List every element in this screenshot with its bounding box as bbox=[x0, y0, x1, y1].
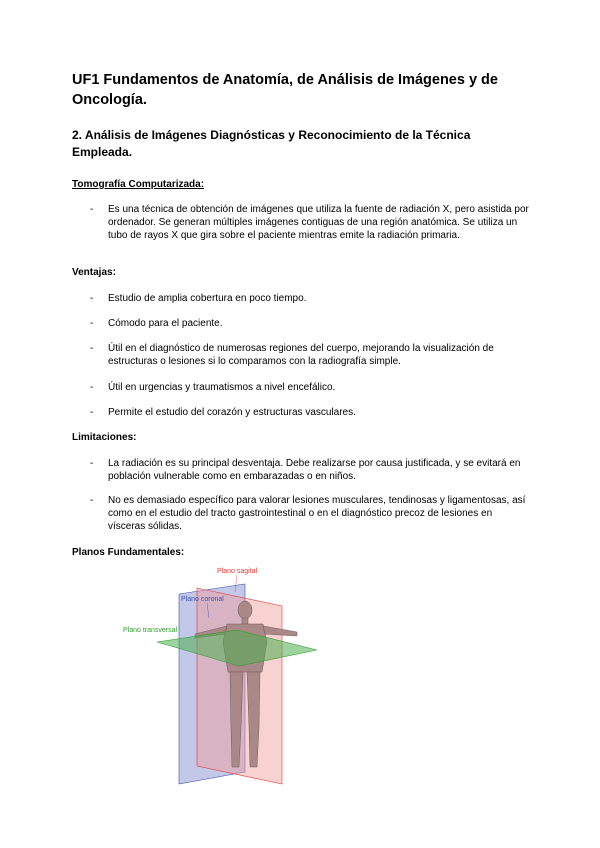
label-sagital: Plano sagital bbox=[217, 568, 258, 575]
label-coronal: Plano coronal bbox=[181, 596, 224, 603]
bullet-dash: - bbox=[90, 318, 94, 329]
heading-planos: Planos Fundamentales: bbox=[72, 547, 185, 558]
section-subtitle: 2. Análisis de Imágenes Diagnósticas y Reconocimiento de la Técnica Empleada. bbox=[72, 128, 471, 159]
heading-limitaciones: Limitaciones: bbox=[72, 432, 137, 443]
heading-tomografia: Tomografía Computarizada: bbox=[72, 179, 205, 190]
bullet-dash: - bbox=[90, 204, 94, 215]
list-item-text: Es una técnica de obtención de imágenes que utiliza la fuente de radiación X, pero asistida por ordenador. Se generan múltiples imágenes contiguas de una región anatómica. Se utiliza un tubo de rayos X que gira sobre el paciente mientras emite la radiación primaria. bbox=[108, 204, 529, 241]
list-item-text: Útil en el diagnóstico de numerosas regiones del cuerpo, mejorando la visualización de estructuras o lesiones si lo comparamos con la radiografía simple. bbox=[108, 343, 494, 367]
list-item-text: Cómodo para el paciente. bbox=[108, 318, 223, 329]
heading-ventajas: Ventajas: bbox=[72, 267, 116, 278]
list-item-text: Estudio de amplia cobertura en poco tiempo. bbox=[108, 293, 307, 304]
list-item-text: Permite el estudio del corazón y estructuras vasculares. bbox=[108, 407, 356, 418]
list-item-text: No es demasiado específico para valorar lesiones musculares, tendinosas y ligamentosas, así como en el estudio del tracto gastrointestinal o en el diagnóstico precoz de lesiones en vísceras sólidas. bbox=[108, 495, 526, 532]
bullet-dash: - bbox=[90, 495, 94, 506]
bullet-dash: - bbox=[90, 343, 94, 354]
bullet-dash: - bbox=[90, 407, 94, 418]
document-title: UF1 Fundamentos de Anatomía, de Análisis de Imágenes y de Oncología. bbox=[72, 72, 498, 108]
anatomical-planes-illustration bbox=[117, 562, 337, 792]
bullet-dash: - bbox=[90, 382, 94, 393]
bullet-dash: - bbox=[90, 458, 94, 469]
list-item-text: Útil en urgencias y traumatismos a nivel encefálico. bbox=[108, 382, 336, 393]
list-item-text: La radiación es su principal desventaja. Debe realizarse por causa justificada, y se evitará en población vulnerable como en embarazadas o en niños. bbox=[108, 458, 521, 482]
label-transversal: Plano transversal bbox=[123, 627, 178, 634]
bullet-dash: - bbox=[90, 293, 94, 304]
